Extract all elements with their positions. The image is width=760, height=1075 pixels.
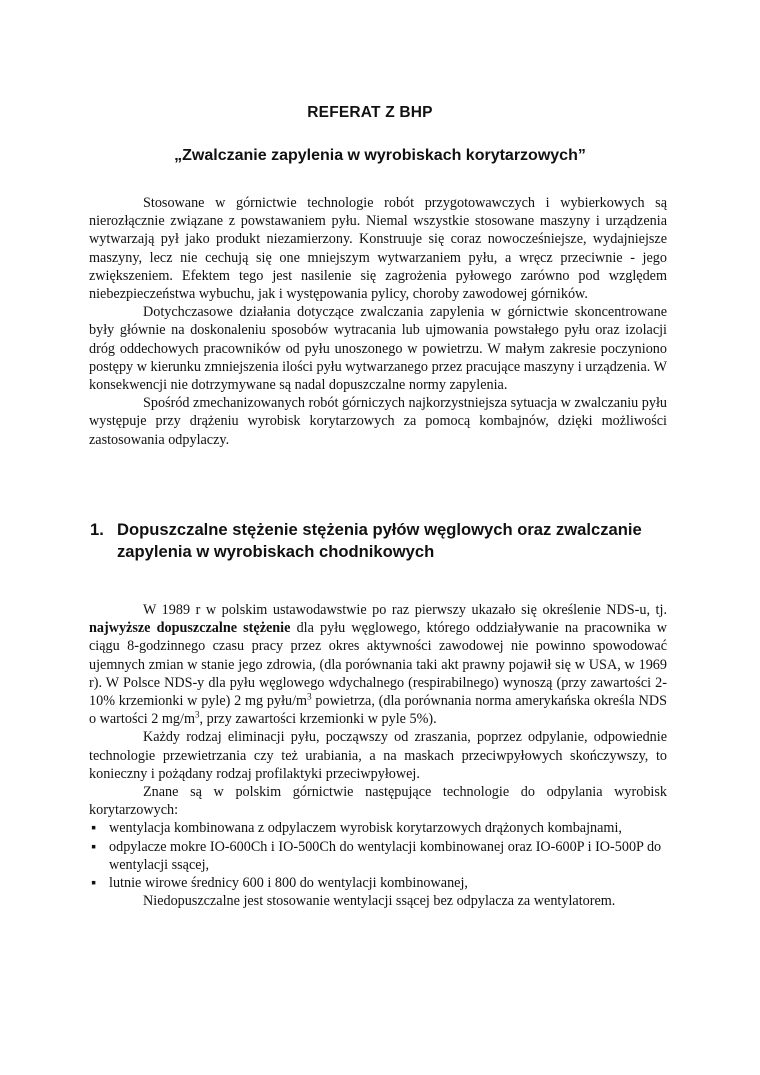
section-paragraph: [89, 601, 667, 728]
section-heading: [90, 519, 690, 563]
list-item: [89, 819, 667, 837]
list-item: [89, 838, 667, 874]
list-item-text: wentylacja kombinowana z odpylaczem wyrobisk korytarzowych drążonych kombajnami,: [109, 820, 622, 837]
superscript: 3: [195, 709, 200, 720]
superscript: 3: [307, 691, 312, 702]
section-paragraph: Każdy rodzaj eliminacji pyłu, począwszy od zraszania, poprzez odpylanie, odpowiednie technologie przewietrzania czy też urabiania, a na maskach przeciwpyłowych skończywszy, to konieczny i pożądany rodzaj profilaktyki przeciwpyłowej.: [89, 729, 667, 782]
technology-list: [89, 819, 667, 892]
section-heading-text: Dopuszczalne stężenie stężenia pyłów węglowych oraz zwalczanie zapylenia w wyrobiskach chodnikowych: [117, 520, 642, 561]
section-paragraph: Znane są w polskim górnictwie następujące technologie do odpylania wyrobisk korytarzowych:: [89, 784, 667, 819]
paragraph-text: , przy zawartości krzemionki w pyle 5%).: [199, 711, 437, 728]
section-number: 1.: [90, 520, 104, 539]
document-subtitle: „Zwalczanie zapylenia w wyrobiskach korytarzowych”: [174, 147, 586, 164]
section-body: [89, 601, 667, 910]
bold-term: najwyższe dopuszczalne stężenie: [89, 620, 291, 637]
list-item: [89, 874, 667, 892]
bullet-icon: ▪: [91, 875, 97, 892]
intro-paragraph: Stosowane w górnictwie technologie robót przygotowawczych i wybierkowych są nierozłącznie związane z powstawaniem pyłu. Niemal wszystkie stosowane maszyny i urządzenia wytwarzają pył jako produkt niezamierzony. Konstruuje się coraz nowocześniejsze, wydajniejsze maszyny, lecz nie cechują się one mniejszym wytwarzaniem pyłu, a wręcz przeciwnie - jego zwiększeniem. Efektem tego jest nasilenie się zagrożenia pyłowego zarówno pod względem niebezpieczeństwa wybuchu, jak i występowania pylicy, choroby zawodowej górników.: [89, 195, 667, 303]
paragraph-text: dla pyłu węglowego, którego oddziaływanie na pracownika w ciągu 8-godzinnego czasu pracy przez okres aktywności zawodowej nie powinno spowodować ujemnych zmian w stanie jego zdrowia, (dla porównania taki akt prawny pojawił się w USA, w 1969 r). W Polsce NDS-y dla pyłu węglowego wdychalnego (respirabilnego) wynoszą (przy zawartości 2-10% krzemionki w pyle) 2 mg pyłu/m: [89, 620, 667, 710]
paragraph-text: powietrza, (dla porównania norma amerykańska określa NDS o wartości 2 mg/m: [89, 693, 667, 728]
intro-paragraph: Spośród zmechanizowanych robót górniczych najkorzystniejsza sytuacja w zwalczaniu pyłu występuje przy drążeniu wyrobisk korytarzowych za pomocą kombajnów, dzięki możliwości zastosowania odpylaczy.: [89, 395, 667, 448]
intro-paragraph: Dotychczasowe działania dotyczące zwalczania zapylenia w górnictwie skoncentrowane były głównie na doskonaleniu sposobów wytracania lub ujmowania powstałego pyłu oraz izolacji dróg oddechowych pracowników od pyłu unoszonego w powietrzu. W małym zakresie poczyniono postępy w kierunku zmniejszenia ilości pyłu wytwarzanego przez pracujące maszyny i urządzenia. W konsekwencji nie dotrzymywane są nadal dopuszczalne normy zapylenia.: [89, 304, 667, 394]
bullet-icon: ▪: [91, 820, 97, 837]
section-paragraph: Niedopuszczalne jest stosowanie wentylacji ssącej bez odpylacza za wentylatorem.: [143, 893, 616, 910]
paragraph-text: W 1989 r w polskim ustawodawstwie po raz pierwszy ukazało się określenie NDS-u, tj.: [143, 602, 667, 618]
list-item-text: odpylacze mokre IO-600Ch i IO-500Ch do wentylacji kombinowanej oraz IO-600P i IO-500P do wentylacji ssącej,: [109, 838, 662, 873]
intro-section: [89, 194, 667, 449]
bullet-icon: ▪: [91, 838, 97, 855]
document-title: REFERAT Z BHP: [307, 104, 433, 121]
list-item-text: lutnie wirowe średnicy 600 i 800 do wentylacji kombinowanej,: [109, 875, 468, 892]
